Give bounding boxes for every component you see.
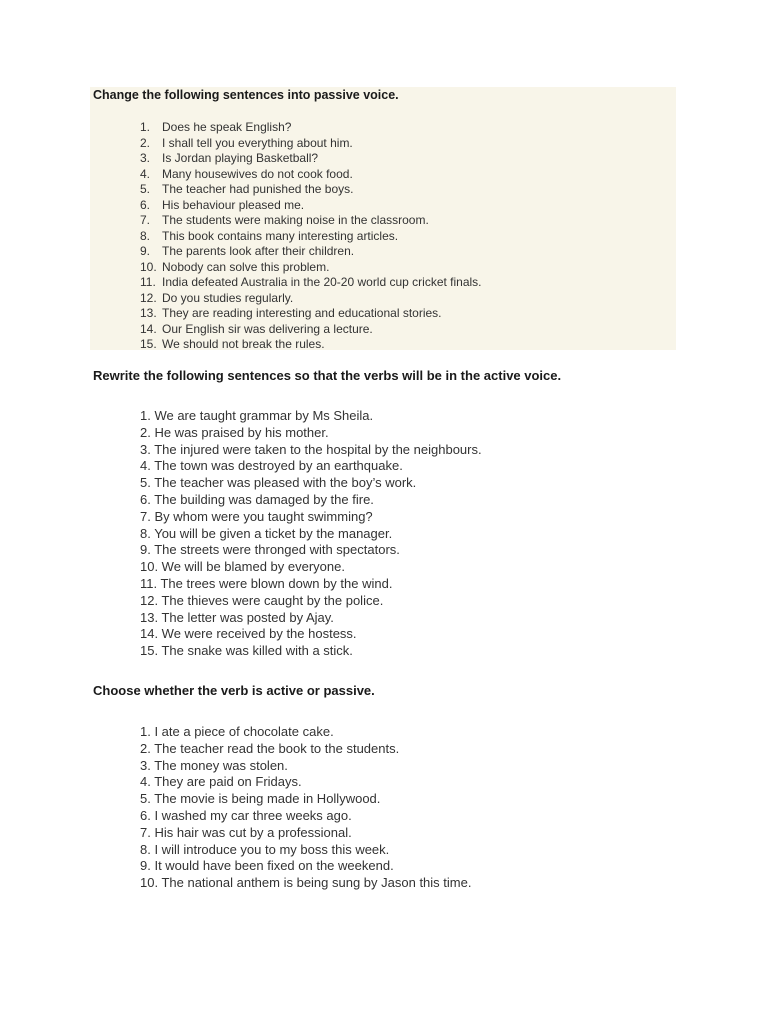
list-item: 5. The movie is being made in Hollywood. — [140, 791, 381, 807]
list-item: 5. The teacher was pleased with the boy’s work. — [140, 475, 417, 491]
list-item: 8. I will introduce you to my boss this week. — [140, 841, 390, 857]
section2-title: Rewrite the following sentences so that the verbs will be in the active voice. — [93, 368, 562, 383]
list-item: 6. The building was damaged by the fire. — [140, 491, 374, 507]
list-item: 2. I shall tell you everything about him. — [140, 135, 353, 150]
list-item: 7. His hair was cut by a professional. — [140, 824, 352, 840]
list-item: 12. The thieves were caught by the police. — [140, 592, 384, 608]
list-item: 10. Nobody can solve this problem. — [140, 259, 330, 274]
list-item: 8. You will be given a ticket by the manager. — [140, 525, 393, 541]
list-item: 1. Does he speak English? — [140, 120, 292, 134]
list-item: 1. I ate a piece of chocolate cake. — [140, 724, 334, 739]
list-item: 6. His behaviour pleased me. — [140, 197, 305, 212]
list-item: 8. This book contains many interesting articles. — [140, 228, 399, 243]
list-item: 14. Our English sir was delivering a lecture. — [140, 321, 373, 336]
list-item: 11. India defeated Australia in the 20-20 world cup cricket finals. — [140, 275, 482, 289]
list-item: 12. Do you studies regularly. — [140, 290, 294, 305]
list-item: 3. The injured were taken to the hospital by the neighbours. — [140, 441, 482, 457]
list-item: 4. They are paid on Fridays. — [140, 774, 302, 790]
section3-title: Choose whether the verb is active or passive. — [93, 683, 375, 698]
passive-voice-exercise-box — [90, 87, 676, 350]
list-item: 5. The teacher had punished the boys. — [140, 182, 354, 196]
section1-title: Change the following sentences into passive voice. — [93, 88, 399, 102]
list-item: 2. The teacher read the book to the students. — [140, 740, 400, 756]
list-item: 14. We were received by the hostess. — [140, 626, 357, 642]
section3-list — [140, 724, 471, 892]
section1-list — [140, 120, 482, 353]
list-item: 1. We are taught grammar by Ms Sheila. — [140, 408, 374, 423]
list-item: 7. The students were making noise in the classroom. — [140, 213, 429, 227]
list-item: 13. They are reading interesting and educational stories. — [140, 306, 442, 320]
list-item: 3. The money was stolen. — [140, 757, 288, 773]
section2-list — [140, 408, 482, 660]
list-item: 15. We should not break the rules. — [140, 337, 325, 351]
list-item: 13. The letter was posted by Ajay. — [140, 609, 334, 625]
list-item: 10. The national anthem is being sung by Jason this time. — [140, 875, 472, 891]
list-item: 4. Many housewives do not cook food. — [140, 166, 353, 181]
list-item: 11. The trees were blown down by the wind. — [140, 575, 393, 591]
list-item: 9. It would have been fixed on the weekend. — [140, 858, 394, 874]
list-item: 10. We will be blamed by everyone. — [140, 559, 345, 575]
list-item: 15. The snake was killed with a stick. — [140, 643, 353, 659]
list-item: 6. I washed my car three weeks ago. — [140, 807, 352, 823]
list-item: 2. He was praised by his mother. — [140, 424, 329, 440]
list-item: 7. By whom were you taught swimming? — [140, 508, 373, 524]
list-item: 3. Is Jordan playing Basketball? — [140, 151, 319, 165]
list-item: 4. The town was destroyed by an earthquake. — [140, 458, 403, 474]
list-item: 9. The streets were thronged with spectators. — [140, 542, 400, 558]
list-item: 9. The parents look after their children. — [140, 244, 355, 258]
